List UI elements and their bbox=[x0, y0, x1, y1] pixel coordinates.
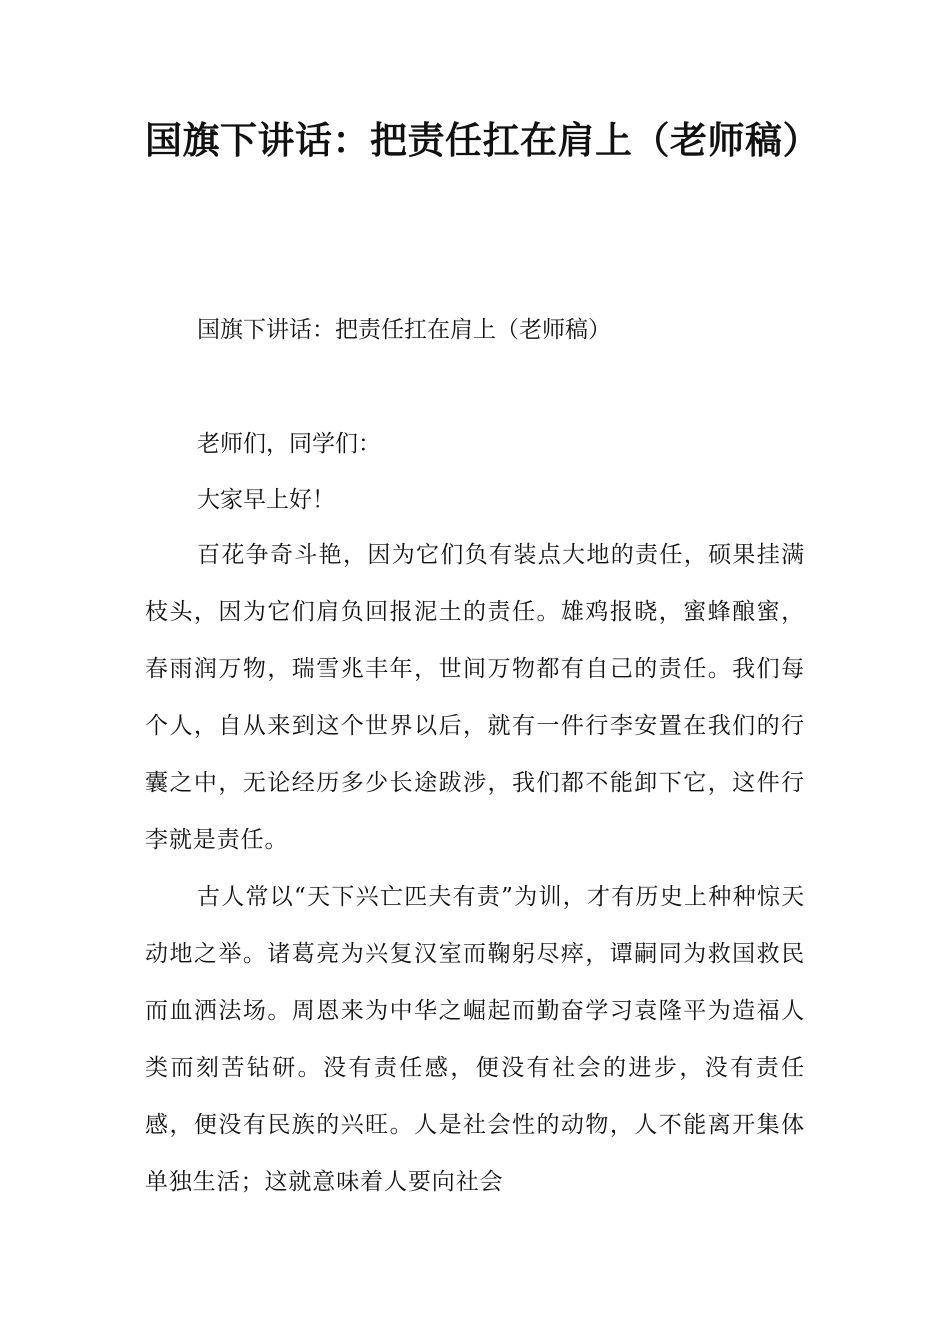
document-subtitle: 国旗下讲话：把责任扛在肩上（老师稿） bbox=[197, 317, 611, 343]
salutation: 老师们，同学们： bbox=[197, 431, 381, 457]
body-paragraph: 古人常以“天下兴亡匹夫有责”为训，才有历史上种种惊天动地之举。诸葛亮为兴复汉室而鞠躬尽瘁，谭嗣同为救国救民而血洒法场。周恩来为中华之崛起而勤奋学习袁隆平为造福人类而刻苦钻研。没有责任感，便没有社会的进步，没有责任感，便没有民族的兴旺。人是社会性的动物，人不能离开集体单独生活；这就意味着人要向社会 bbox=[145, 884, 805, 1195]
body-paragraph: 百花争奇斗艳，因为它们负有装点大地的责任，硕果挂满枝头，因为它们肩负回报泥土的责任。雄鸡报晓，蜜蜂酿蜜，春雨润万物，瑞雪兆丰年，世间万物都有自己的责任。我们每个人，自从来到这个世界以后，就有一件行李安置在我们的行囊之中，无论经历多少长途跋涉，我们都不能卸下它，这件行李就是责任。 bbox=[145, 542, 805, 853]
greeting-line: 大家早上好！ bbox=[197, 487, 335, 513]
document-title: 国旗下讲话：把责任扛在肩上（老师稿） bbox=[145, 119, 820, 162]
